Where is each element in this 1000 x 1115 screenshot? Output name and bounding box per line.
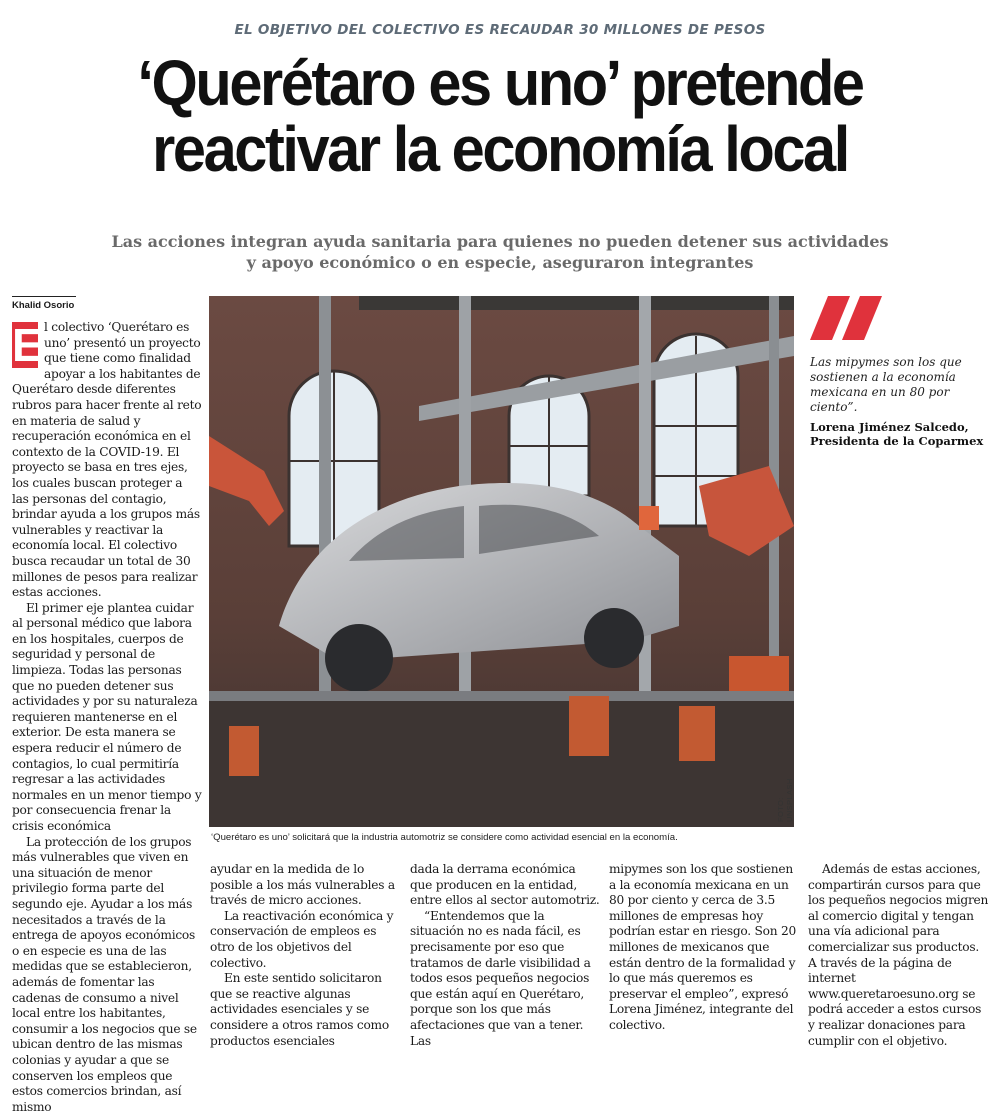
car-factory-illustration (209, 296, 794, 827)
article-paragraph: La protección de los grupos más vulnerables que viven en una situación de menor privilegio forma parte del segundo eje. Ayudar a los más necesitados a través de la entrega de apoyos económicos o en especie es una de las medidas que se establecieron, además de fomentar las cadenas de consumo a nivel local entre los habitantes, consumir a los negocios que se ubican dentro de las mismas colonias y ayudar a que se conserven los empleos que estos comercios brindan, así mismo (12, 834, 197, 1114)
article-column-4 (609, 862, 799, 1034)
article-column-3 (410, 862, 600, 1049)
pullquote-author (810, 420, 988, 448)
article-paragraph: La reactivación económica y conservación de empleos es otro de los objetivos del colectivo. (210, 908, 394, 970)
dropcap: E (12, 319, 43, 371)
article-paragraph: El primer eje plantea cuidar al personal médico que labora en los hospitales, cuerpos de seguridad y personal de limpieza. Todas las personas que no pueden detener sus actividades y por su naturaleza requieren mantenerse en el exterior. De esta manera se espera reducir el número de contagios, lo cual permitiría regresar a las actividades normales en un menor tiempo y por consecuencia frenar la crisis económica (12, 600, 202, 833)
quote-stroke (810, 296, 850, 340)
article-paragraph: mipymes son los que sostienen a la economía mexicana en un 80 por ciento y cerca de 3.5 millones de empresas hoy podrían estar en riesgo. Son 20 millones de mexicanos que están dentro de la formalidad y lo que más queremos es preservar el empleo”, expresó Lorena Jiménez, integrante del colectivo. (609, 862, 796, 1032)
article-paragraph: ayudar en la medida de lo posible a los más vulnerables a través de micro acciones. (210, 862, 395, 908)
article-paragraph-text: l colectivo ‘Querétaro es uno’ presentó un proyecto que tiene como finalidad apoyar a los habitantes de Querétaro desde diferentes rubros para hacer frente al reto en materia de salud y recuperación económica en el contexto de la COVID-19. El proyecto se basa en tres ejes, los cuales buscan proteger a las personas del contagio, brindar ayuda a los grupos más vulnerables y reactivar la economía local. El colectivo busca recaudar un total de 30 millones de pesos para realizar estas acciones. (12, 320, 202, 600)
article-paragraph: Además de estas acciones, compartirán cursos para que los pequeños negocios migren al comercio digital y tengan una vía adicional para comercializar sus productos. A través de la página de internet www.queretaroesuno.org se podrá acceder a estos cursos y realizar donaciones para cumplir con el objetivo. (808, 862, 989, 1048)
headline-line-2: reactivar la economía local (152, 113, 848, 185)
photo-caption: ‘Querétaro es uno’ solicitará que la industria automotriz se considere como actividad esencial en la economía. (211, 832, 678, 843)
assembly-line-photo (209, 296, 794, 827)
byline: Khalid Osorio (12, 296, 76, 311)
kicker: EL OBJETIVO DEL COLECTIVO ES RECAUDAR 30 MILLONES DE PESOS (234, 22, 766, 38)
pullquote-author-role: Presidenta de la Coparmex (810, 434, 984, 448)
article-column-5 (808, 862, 990, 1049)
article-column-1 (12, 320, 202, 1115)
pullquote-text: Las mipymes son los que sostienen a la economía mexicana en un 80 por ciento”. (810, 355, 962, 414)
deck-line-1: Las acciones integran ayuda sanitaria para quienes no pueden detener sus actividades (111, 232, 889, 251)
deck (60, 231, 940, 273)
article-paragraph: dada la derrama económica que producen en la entidad, entre ellos al sector automotriz. (410, 862, 600, 908)
article-paragraph: “Entendemos que la situación no es nada fácil, es precisamente por eso que tratamos de darle visibilidad a todos esos pequeños negocios que están aquí en Querétaro, porque son los que más afectaciones que van a tener. Las (410, 908, 591, 1048)
quote-mark-icon (808, 296, 888, 344)
pullquote-author-name: Lorena Jiménez Salcedo, (810, 420, 969, 434)
photo-credit: FOTO: UNSPLASH (776, 778, 794, 822)
article-paragraph: En este sentido solicitaron que se reactive algunas actividades esenciales y se considere a otros ramos como productos esenciales (210, 971, 389, 1048)
quote-stroke (842, 296, 882, 340)
article-column-2 (210, 862, 402, 1049)
deck-line-2: y apoyo económico o en especie, aseguraron integrantes (246, 253, 754, 272)
headline (54, 47, 947, 185)
article-paragraph (12, 320, 202, 601)
headline-line-1: ‘Querétaro es uno’ pretende (137, 47, 863, 119)
